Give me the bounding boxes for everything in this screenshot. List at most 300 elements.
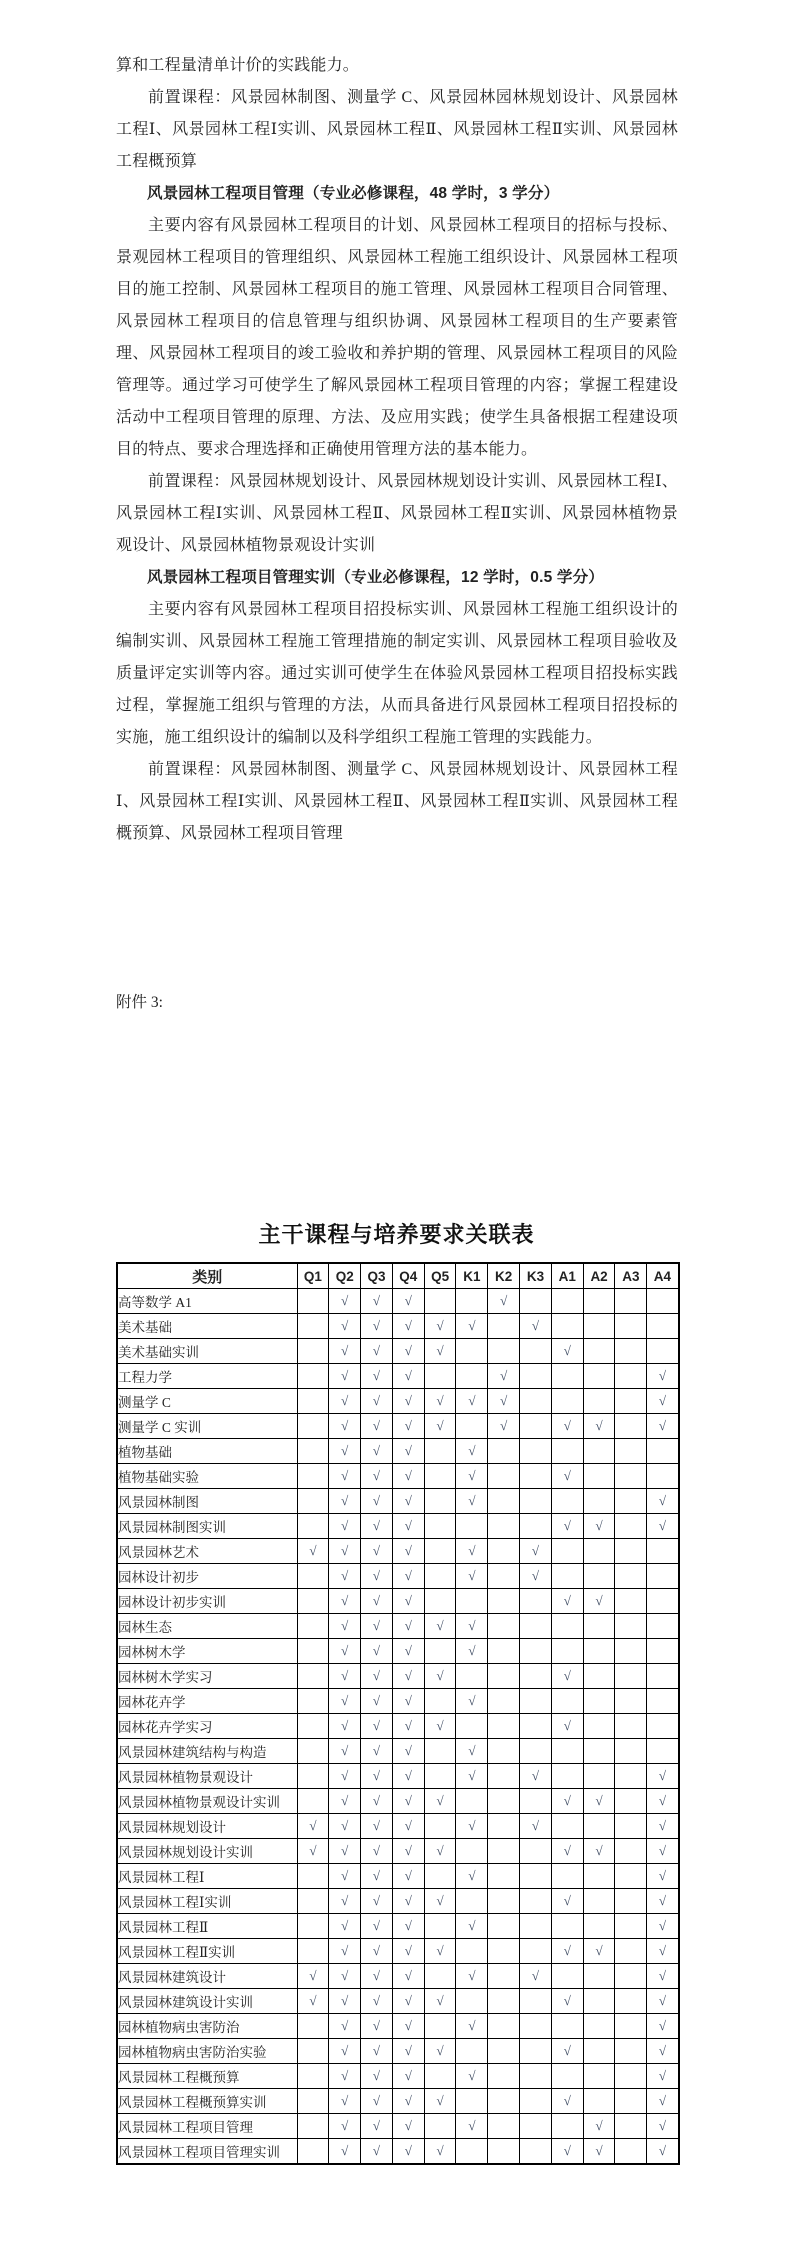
empty-cell — [583, 1339, 615, 1364]
check-mark-cell: √ — [424, 1839, 456, 1864]
course-name-cell: 风景园林规划设计实训 — [117, 1839, 297, 1864]
paragraph: 前置课程：风景园林制图、测量学 C、风景园林规划设计、风景园林工程Ⅰ、风景园林工程Ⅰ实训、风景园林工程Ⅱ、风景园林工程Ⅱ实训、风景园林工程概预算、风景园林工程项目管理 — [116, 761, 678, 842]
empty-cell — [297, 1864, 329, 1889]
check-mark-cell: √ — [361, 1464, 393, 1489]
requirement-column-header: A1 — [551, 1263, 583, 1289]
empty-cell — [520, 1389, 552, 1414]
empty-cell — [520, 1364, 552, 1389]
course-name-cell: 测量学 C 实训 — [117, 1414, 297, 1439]
empty-cell — [520, 1464, 552, 1489]
check-mark-cell: √ — [297, 1839, 329, 1864]
check-mark-cell: √ — [392, 1564, 424, 1589]
empty-cell — [520, 1989, 552, 2014]
empty-cell — [583, 1664, 615, 1689]
course-name-cell: 园林花卉学 — [117, 1689, 297, 1714]
empty-cell — [615, 1364, 647, 1389]
table-row — [117, 1314, 679, 1339]
empty-cell — [488, 1714, 520, 1739]
empty-cell — [583, 1614, 615, 1639]
check-mark-cell: √ — [361, 1589, 393, 1614]
check-mark-cell: √ — [456, 1764, 488, 1789]
check-mark-cell: √ — [361, 2014, 393, 2039]
empty-cell — [583, 2039, 615, 2064]
empty-cell — [615, 1714, 647, 1739]
empty-cell — [615, 1289, 647, 1314]
check-mark-cell: √ — [392, 1539, 424, 1564]
empty-cell — [583, 1489, 615, 1514]
table-row — [117, 1614, 679, 1639]
table-row — [117, 2064, 679, 2089]
check-mark-cell: √ — [361, 2114, 393, 2139]
check-mark-cell: √ — [329, 1364, 361, 1389]
course-description-text — [0, 0, 793, 850]
table-row — [117, 1464, 679, 1489]
check-mark-cell: √ — [424, 1314, 456, 1339]
paragraph: 前置课程：风景园林规划设计、风景园林规划设计实训、风景园林工程Ⅰ、风景园林工程Ⅰ实训、风景园林工程Ⅱ、风景园林工程Ⅱ实训、风景园林植物景观设计、风景园林植物景观设计实训 — [116, 473, 678, 554]
empty-cell — [297, 1739, 329, 1764]
check-mark-cell: √ — [551, 1464, 583, 1489]
empty-cell — [583, 2089, 615, 2114]
table-row — [117, 1764, 679, 1789]
check-mark-cell: √ — [361, 1289, 393, 1314]
empty-cell — [551, 1614, 583, 1639]
empty-cell — [551, 1564, 583, 1589]
course-name-cell: 风景园林建筑结构与构造 — [117, 1739, 297, 1764]
empty-cell — [424, 2064, 456, 2089]
empty-cell — [583, 1289, 615, 1314]
requirement-column-header: Q2 — [329, 1263, 361, 1289]
empty-cell — [488, 2114, 520, 2139]
check-mark-cell: √ — [647, 1864, 679, 1889]
check-mark-cell: √ — [456, 1689, 488, 1714]
empty-cell — [424, 2014, 456, 2039]
empty-cell — [551, 1689, 583, 1714]
check-mark-cell: √ — [488, 1364, 520, 1389]
check-mark-cell: √ — [361, 1364, 393, 1389]
check-mark-cell: √ — [329, 1714, 361, 1739]
check-mark-cell: √ — [361, 2064, 393, 2089]
check-mark-cell: √ — [647, 1914, 679, 1939]
check-mark-cell: √ — [329, 1964, 361, 1989]
check-mark-cell: √ — [647, 1839, 679, 1864]
course-heading: 风景园林工程项目管理（专业必修课程，48 学时，3 学分） — [147, 185, 560, 202]
empty-cell — [551, 1489, 583, 1514]
empty-cell — [488, 1589, 520, 1614]
empty-cell — [297, 1314, 329, 1339]
check-mark-cell: √ — [424, 2139, 456, 2165]
empty-cell — [297, 1339, 329, 1364]
check-mark-cell: √ — [456, 1864, 488, 1889]
empty-cell — [551, 1864, 583, 1889]
empty-cell — [520, 1514, 552, 1539]
empty-cell — [615, 2039, 647, 2064]
check-mark-cell: √ — [647, 1389, 679, 1414]
check-mark-cell: √ — [456, 1314, 488, 1339]
check-mark-cell: √ — [424, 1939, 456, 1964]
empty-cell — [297, 1514, 329, 1539]
check-mark-cell: √ — [647, 1964, 679, 1989]
empty-cell — [297, 1389, 329, 1414]
empty-cell — [488, 1989, 520, 2014]
check-mark-cell: √ — [647, 2039, 679, 2064]
empty-cell — [488, 1339, 520, 1364]
empty-cell — [551, 1539, 583, 1564]
check-mark-cell: √ — [297, 1814, 329, 1839]
empty-cell — [456, 1889, 488, 1914]
check-mark-cell: √ — [647, 2114, 679, 2139]
check-mark-cell: √ — [424, 1389, 456, 1414]
course-name-cell: 风景园林工程Ⅱ实训 — [117, 1939, 297, 1964]
table-row — [117, 1414, 679, 1439]
table-row — [117, 1814, 679, 1839]
course-name-cell: 风景园林工程概预算 — [117, 2064, 297, 2089]
empty-cell — [615, 1464, 647, 1489]
check-mark-cell: √ — [329, 1439, 361, 1464]
course-name-cell: 园林设计初步 — [117, 1564, 297, 1589]
check-mark-cell: √ — [551, 1939, 583, 1964]
check-mark-cell: √ — [456, 1914, 488, 1939]
empty-cell — [551, 1389, 583, 1414]
check-mark-cell: √ — [329, 2089, 361, 2114]
empty-cell — [583, 1964, 615, 1989]
category-column-header: 类别 — [117, 1263, 297, 1289]
check-mark-cell: √ — [424, 1339, 456, 1364]
check-mark-cell: √ — [520, 1964, 552, 1989]
empty-cell — [583, 1389, 615, 1414]
course-name-cell: 风景园林制图实训 — [117, 1514, 297, 1539]
empty-cell — [615, 1814, 647, 1839]
empty-cell — [488, 2039, 520, 2064]
check-mark-cell: √ — [392, 1714, 424, 1739]
check-mark-cell: √ — [361, 1314, 393, 1339]
check-mark-cell: √ — [361, 1664, 393, 1689]
check-mark-cell: √ — [329, 2014, 361, 2039]
course-name-cell: 风景园林艺术 — [117, 1539, 297, 1564]
empty-cell — [297, 1564, 329, 1589]
empty-cell — [647, 1289, 679, 1314]
empty-cell — [583, 2014, 615, 2039]
empty-cell — [456, 1989, 488, 2014]
check-mark-cell: √ — [329, 1739, 361, 1764]
check-mark-cell: √ — [329, 1614, 361, 1639]
check-mark-cell: √ — [456, 2064, 488, 2089]
empty-cell — [297, 2139, 329, 2165]
empty-cell — [424, 1464, 456, 1489]
check-mark-cell: √ — [583, 1589, 615, 1614]
check-mark-cell: √ — [392, 1664, 424, 1689]
empty-cell — [615, 1414, 647, 1439]
empty-cell — [456, 2139, 488, 2165]
check-mark-cell: √ — [329, 1489, 361, 1514]
empty-cell — [488, 1964, 520, 1989]
empty-cell — [551, 1439, 583, 1464]
check-mark-cell: √ — [424, 1889, 456, 1914]
course-name-cell: 植物基础 — [117, 1439, 297, 1464]
empty-cell — [551, 2014, 583, 2039]
check-mark-cell: √ — [392, 2139, 424, 2165]
requirement-column-header: Q5 — [424, 1263, 456, 1289]
empty-cell — [647, 1614, 679, 1639]
empty-cell — [615, 1839, 647, 1864]
requirement-column-header: A3 — [615, 1263, 647, 1289]
check-mark-cell: √ — [329, 2139, 361, 2165]
course-name-cell: 园林植物病虫害防治 — [117, 2014, 297, 2039]
empty-cell — [615, 2014, 647, 2039]
check-mark-cell: √ — [361, 2089, 393, 2114]
table-title: 主干课程与培养要求关联表 — [258, 1222, 535, 1247]
empty-cell — [583, 1889, 615, 1914]
check-mark-cell: √ — [361, 1914, 393, 1939]
empty-cell — [520, 2039, 552, 2064]
check-mark-cell: √ — [329, 1689, 361, 1714]
check-mark-cell: √ — [456, 1614, 488, 1639]
empty-cell — [551, 1314, 583, 1339]
course-name-cell: 工程力学 — [117, 1364, 297, 1389]
empty-cell — [297, 1714, 329, 1739]
empty-cell — [456, 1839, 488, 1864]
empty-cell — [520, 1439, 552, 1464]
check-mark-cell: √ — [329, 1639, 361, 1664]
empty-cell — [615, 2139, 647, 2165]
check-mark-cell: √ — [329, 1564, 361, 1589]
empty-cell — [456, 1664, 488, 1689]
check-mark-cell: √ — [392, 1589, 424, 1614]
empty-cell — [520, 1339, 552, 1364]
check-mark-cell: √ — [361, 2139, 393, 2165]
paragraph: 主要内容有风景园林工程项目招投标实训、风景园林工程施工组织设计的编制实训、风景园林工程施工管理措施的制定实训、风景园林工程项目验收及质量评定实训等内容。通过实训可使学生在体验风景园林工程项目招投标实践过程，掌握施工组织与管理的方法，从而具备进行风景园林工程项目招投标的实施，施工组织设计的编制以及科学组织工程施工管理的实践能力。 — [116, 601, 678, 746]
empty-cell — [297, 2014, 329, 2039]
table-row — [117, 2139, 679, 2165]
empty-cell — [583, 1639, 615, 1664]
empty-cell — [615, 1914, 647, 1939]
check-mark-cell: √ — [329, 1789, 361, 1814]
check-mark-cell: √ — [392, 1914, 424, 1939]
check-mark-cell: √ — [583, 2114, 615, 2139]
check-mark-cell: √ — [392, 1639, 424, 1664]
empty-cell — [424, 1289, 456, 1314]
empty-cell — [424, 1439, 456, 1464]
empty-cell — [583, 1539, 615, 1564]
check-mark-cell: √ — [361, 1739, 393, 1764]
course-heading: 风景园林工程项目管理实训（专业必修课程，12 学时，0.5 学分） — [147, 569, 605, 586]
empty-cell — [488, 2089, 520, 2114]
table-row — [117, 1339, 679, 1364]
check-mark-cell: √ — [329, 2114, 361, 2139]
empty-cell — [520, 1839, 552, 1864]
empty-cell — [297, 1414, 329, 1439]
empty-cell — [297, 2114, 329, 2139]
course-name-cell: 园林花卉学实习 — [117, 1714, 297, 1739]
check-mark-cell: √ — [583, 1939, 615, 1964]
check-mark-cell: √ — [329, 1314, 361, 1339]
empty-cell — [615, 1889, 647, 1914]
empty-cell — [297, 1614, 329, 1639]
check-mark-cell: √ — [456, 1464, 488, 1489]
check-mark-cell: √ — [361, 1964, 393, 1989]
check-mark-cell: √ — [361, 1439, 393, 1464]
empty-cell — [488, 1889, 520, 1914]
check-mark-cell: √ — [361, 1489, 393, 1514]
check-mark-cell: √ — [392, 2089, 424, 2114]
check-mark-cell: √ — [551, 1839, 583, 1864]
check-mark-cell: √ — [329, 1514, 361, 1539]
empty-cell — [615, 1389, 647, 1414]
check-mark-cell: √ — [329, 1289, 361, 1314]
course-name-cell: 园林生态 — [117, 1614, 297, 1639]
check-mark-cell: √ — [392, 1839, 424, 1864]
course-name-cell: 风景园林植物景观设计实训 — [117, 1789, 297, 1814]
empty-cell — [520, 2064, 552, 2089]
check-mark-cell: √ — [424, 2039, 456, 2064]
empty-cell — [520, 1414, 552, 1439]
check-mark-cell: √ — [361, 1814, 393, 1839]
check-mark-cell: √ — [424, 1614, 456, 1639]
empty-cell — [647, 1589, 679, 1614]
empty-cell — [297, 1364, 329, 1389]
empty-cell — [488, 2014, 520, 2039]
empty-cell — [488, 2064, 520, 2089]
empty-cell — [424, 1564, 456, 1589]
check-mark-cell: √ — [361, 1389, 393, 1414]
table-row — [117, 2039, 679, 2064]
empty-cell — [551, 1914, 583, 1939]
paragraph: 前置课程：风景园林制图、测量学 C、风景园林园林规划设计、风景园林工程Ⅰ、风景园林工程Ⅰ实训、风景园林工程Ⅱ、风景园林工程Ⅱ实训、风景园林工程概预算 — [116, 89, 678, 170]
check-mark-cell: √ — [361, 1339, 393, 1364]
empty-cell — [520, 1489, 552, 1514]
check-mark-cell: √ — [488, 1289, 520, 1314]
check-mark-cell: √ — [392, 2039, 424, 2064]
empty-cell — [615, 1764, 647, 1789]
empty-cell — [520, 1689, 552, 1714]
paragraph: 主要内容有风景园林工程项目的计划、风景园林工程项目的招标与投标、景观园林工程项目的管理组织、风景园林工程施工组织设计、风景园林工程项目的施工控制、风景园林工程项目的施工管理、风景园林工程项目合同管理、风景园林工程项目的信息管理与组织协调、风景园林工程项目的生产要素管理、风景园林工程项目的竣工验收和养护期的管理、风景园林工程项目的风险管理等。通过学习可使学生了解风景园林工程项目管理的内容；掌握工程建设活动中工程项目管理的原理、方法、及应用实践；使学生具备根据工程建设项目的特点、要求合理选择和正确使用管理方法的基本能力。 — [116, 217, 678, 458]
check-mark-cell: √ — [329, 1589, 361, 1614]
check-mark-cell: √ — [329, 1414, 361, 1439]
course-name-cell: 风景园林工程Ⅱ — [117, 1914, 297, 1939]
check-mark-cell: √ — [583, 1414, 615, 1439]
empty-cell — [297, 1589, 329, 1614]
empty-cell — [297, 2064, 329, 2089]
empty-cell — [424, 1864, 456, 1889]
empty-cell — [615, 2089, 647, 2114]
empty-cell — [297, 1789, 329, 1814]
check-mark-cell: √ — [456, 1564, 488, 1589]
check-mark-cell: √ — [329, 1389, 361, 1414]
check-mark-cell: √ — [361, 1764, 393, 1789]
check-mark-cell: √ — [329, 2064, 361, 2089]
empty-cell — [615, 1314, 647, 1339]
empty-cell — [583, 2064, 615, 2089]
empty-cell — [520, 1864, 552, 1889]
empty-cell — [647, 1439, 679, 1464]
empty-cell — [615, 1589, 647, 1614]
empty-cell — [488, 1464, 520, 1489]
check-mark-cell: √ — [424, 1714, 456, 1739]
check-mark-cell: √ — [329, 1539, 361, 1564]
empty-cell — [583, 1714, 615, 1739]
empty-cell — [424, 1739, 456, 1764]
empty-cell — [488, 2139, 520, 2165]
check-mark-cell: √ — [329, 1664, 361, 1689]
check-mark-cell: √ — [297, 1964, 329, 1989]
course-name-cell: 美术基础实训 — [117, 1339, 297, 1364]
empty-cell — [615, 1939, 647, 1964]
requirement-column-header: Q1 — [297, 1263, 329, 1289]
course-name-cell: 园林树木学实习 — [117, 1664, 297, 1689]
check-mark-cell: √ — [520, 1564, 552, 1589]
empty-cell — [551, 1739, 583, 1764]
empty-cell — [615, 1739, 647, 1764]
empty-cell — [520, 1614, 552, 1639]
check-mark-cell: √ — [361, 1714, 393, 1739]
empty-cell — [297, 1664, 329, 1689]
check-mark-cell: √ — [329, 1939, 361, 1964]
table-row — [117, 1564, 679, 1589]
check-mark-cell: √ — [361, 1514, 393, 1539]
empty-cell — [647, 1339, 679, 1364]
table-row — [117, 1439, 679, 1464]
empty-cell — [520, 1739, 552, 1764]
table-row — [117, 1789, 679, 1814]
empty-cell — [551, 1639, 583, 1664]
empty-cell — [488, 1864, 520, 1889]
empty-cell — [488, 1839, 520, 1864]
course-name-cell: 园林植物病虫害防治实验 — [117, 2039, 297, 2064]
empty-cell — [424, 2114, 456, 2139]
empty-cell — [456, 1589, 488, 1614]
empty-cell — [615, 1539, 647, 1564]
empty-cell — [424, 1589, 456, 1614]
table-row — [117, 1964, 679, 1989]
empty-cell — [583, 1764, 615, 1789]
empty-cell — [615, 1639, 647, 1664]
check-mark-cell: √ — [392, 1889, 424, 1914]
table-row — [117, 1864, 679, 1889]
empty-cell — [647, 1564, 679, 1589]
empty-cell — [520, 1589, 552, 1614]
requirement-column-header: K1 — [456, 1263, 488, 1289]
empty-cell — [520, 1664, 552, 1689]
empty-cell — [424, 1639, 456, 1664]
course-name-cell: 高等数学 A1 — [117, 1289, 297, 1314]
check-mark-cell: √ — [456, 1964, 488, 1989]
empty-cell — [520, 1939, 552, 1964]
empty-cell — [488, 1439, 520, 1464]
empty-cell — [615, 1789, 647, 1814]
check-mark-cell: √ — [647, 1364, 679, 1389]
check-mark-cell: √ — [361, 1864, 393, 1889]
empty-cell — [456, 2089, 488, 2114]
check-mark-cell: √ — [329, 1989, 361, 2014]
course-name-cell: 园林设计初步实训 — [117, 1589, 297, 1614]
table-row — [117, 1714, 679, 1739]
empty-cell — [583, 1439, 615, 1464]
empty-cell — [424, 1689, 456, 1714]
empty-cell — [520, 2014, 552, 2039]
course-name-cell: 风景园林规划设计 — [117, 1814, 297, 1839]
empty-cell — [456, 1789, 488, 1814]
empty-cell — [297, 1489, 329, 1514]
empty-cell — [488, 1664, 520, 1689]
requirement-column-header: A2 — [583, 1263, 615, 1289]
empty-cell — [424, 1539, 456, 1564]
check-mark-cell: √ — [647, 1414, 679, 1439]
check-mark-cell: √ — [392, 1989, 424, 2014]
check-mark-cell: √ — [392, 1489, 424, 1514]
check-mark-cell: √ — [551, 1589, 583, 1614]
empty-cell — [551, 2114, 583, 2139]
check-mark-cell: √ — [392, 1739, 424, 1764]
table-row — [117, 1664, 679, 1689]
